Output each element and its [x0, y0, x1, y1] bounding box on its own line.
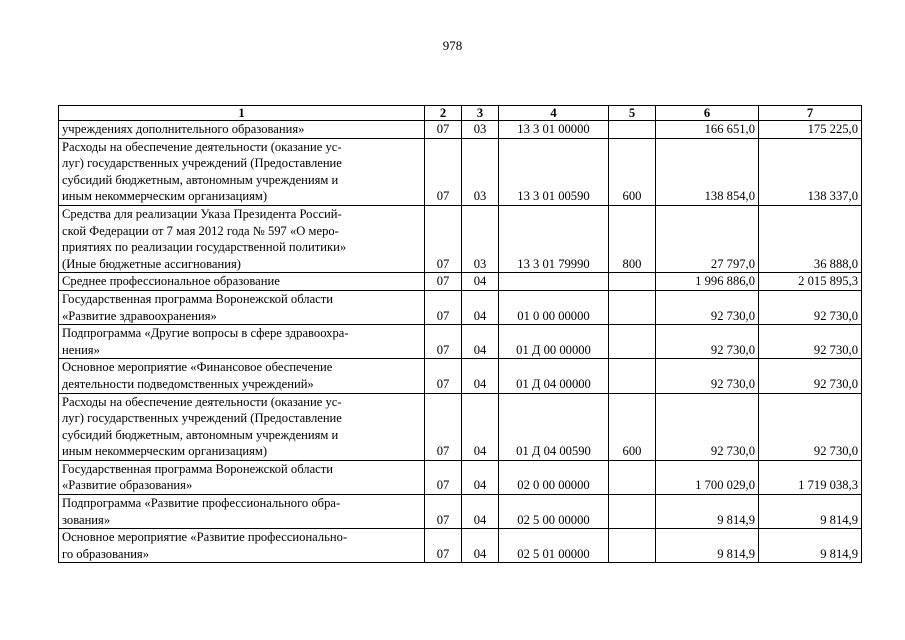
row-name: Среднее профессиональное образование [59, 273, 425, 291]
table-row [59, 495, 862, 529]
row-target-article: 13 3 01 00000 [499, 121, 609, 139]
row-amount-col7: 175 225,0 [759, 121, 862, 139]
row-target-article [499, 273, 609, 291]
row-amount-col7: 36 888,0 [759, 205, 862, 272]
row-subsection: 03 [462, 205, 499, 272]
row-expense-type: 800 [609, 205, 656, 272]
row-target-article: 13 3 01 79990 [499, 205, 609, 272]
row-name: Расходы на обеспечение деятельности (оказание ус- луг) государственных учреждений (Предоставление субсидий бюджетным, автономным учреждениям и иным некоммерческим организациям) [59, 138, 425, 205]
header-col-4: 4 [499, 106, 609, 121]
row-subsection: 04 [462, 460, 499, 494]
row-subsection: 04 [462, 359, 499, 393]
row-amount-col7: 138 337,0 [759, 138, 862, 205]
row-subsection: 04 [462, 529, 499, 563]
row-section: 07 [425, 393, 462, 460]
table-row [59, 325, 862, 359]
row-target-article: 01 Д 04 00590 [499, 393, 609, 460]
table-header [59, 106, 862, 121]
row-expense-type: 600 [609, 138, 656, 205]
row-amount-col6: 166 651,0 [656, 121, 759, 139]
table-row [59, 273, 862, 291]
row-amount-col7: 1 719 038,3 [759, 460, 862, 494]
header-col-7: 7 [759, 106, 862, 121]
row-subsection: 04 [462, 393, 499, 460]
table-row [59, 138, 862, 205]
header-col-6: 6 [656, 106, 759, 121]
table-row [59, 529, 862, 563]
row-subsection: 04 [462, 325, 499, 359]
row-target-article: 01 0 00 00000 [499, 290, 609, 324]
row-name: Подпрограмма «Развитие профессионального обра- зования» [59, 495, 425, 529]
header-col-3: 3 [462, 106, 499, 121]
row-amount-col7: 92 730,0 [759, 393, 862, 460]
row-name: учреждениях дополнительного образования» [59, 121, 425, 139]
row-subsection: 03 [462, 138, 499, 205]
table-row [59, 121, 862, 139]
row-amount-col6: 92 730,0 [656, 393, 759, 460]
row-name: Подпрограмма «Другие вопросы в сфере здравоохра- нения» [59, 325, 425, 359]
table-row [59, 290, 862, 324]
table-row [59, 205, 862, 272]
table-row [59, 460, 862, 494]
row-amount-col6: 92 730,0 [656, 290, 759, 324]
row-section: 07 [425, 495, 462, 529]
row-amount-col6: 92 730,0 [656, 325, 759, 359]
row-amount-col6: 1 996 886,0 [656, 273, 759, 291]
row-subsection: 04 [462, 290, 499, 324]
row-section: 07 [425, 138, 462, 205]
table-row [59, 359, 862, 393]
row-section: 07 [425, 359, 462, 393]
row-target-article: 01 Д 04 00000 [499, 359, 609, 393]
page-number: 978 [442, 38, 463, 53]
row-amount-col6: 27 797,0 [656, 205, 759, 272]
row-expense-type [609, 273, 656, 291]
row-amount-col6: 1 700 029,0 [656, 460, 759, 494]
row-section: 07 [425, 205, 462, 272]
row-amount-col6: 138 854,0 [656, 138, 759, 205]
row-section: 07 [425, 290, 462, 324]
row-target-article: 02 0 00 00000 [499, 460, 609, 494]
row-amount-col6: 9 814,9 [656, 529, 759, 563]
row-amount-col7: 92 730,0 [759, 325, 862, 359]
row-expense-type [609, 121, 656, 139]
row-subsection: 03 [462, 121, 499, 139]
row-target-article: 02 5 01 00000 [499, 529, 609, 563]
row-name: Государственная программа Воронежской области «Развитие образования» [59, 460, 425, 494]
row-name: Государственная программа Воронежской области «Развитие здравоохранения» [59, 290, 425, 324]
row-name: Средства для реализации Указа Президента Россий- ской Федерации от 7 мая 2012 года № 597 «О меро- приятиях по реализации государственной политики» (Иные бюджетные ассигнования) [59, 205, 425, 272]
row-target-article: 02 5 00 00000 [499, 495, 609, 529]
row-amount-col7: 92 730,0 [759, 290, 862, 324]
row-section: 07 [425, 460, 462, 494]
row-subsection: 04 [462, 495, 499, 529]
row-expense-type [609, 460, 656, 494]
row-expense-type [609, 359, 656, 393]
row-section: 07 [425, 121, 462, 139]
budget-table [58, 105, 862, 563]
row-amount-col6: 92 730,0 [656, 359, 759, 393]
row-expense-type [609, 325, 656, 359]
row-name: Основное мероприятие «Финансовое обеспечение деятельности подведомственных учреждений» [59, 359, 425, 393]
row-target-article: 01 Д 00 00000 [499, 325, 609, 359]
row-amount-col7: 9 814,9 [759, 529, 862, 563]
row-subsection: 04 [462, 273, 499, 291]
row-section: 07 [425, 529, 462, 563]
header-col-1: 1 [59, 106, 425, 121]
row-amount-col7: 9 814,9 [759, 495, 862, 529]
table-body [59, 121, 862, 563]
row-expense-type: 600 [609, 393, 656, 460]
row-amount-col6: 9 814,9 [656, 495, 759, 529]
row-name: Расходы на обеспечение деятельности (оказание ус- луг) государственных учреждений (Предоставление субсидий бюджетным, автономным учреждениям и иным некоммерческим организациям) [59, 393, 425, 460]
row-target-article: 13 3 01 00590 [499, 138, 609, 205]
row-expense-type [609, 529, 656, 563]
table-row [59, 393, 862, 460]
row-expense-type [609, 290, 656, 324]
row-section: 07 [425, 273, 462, 291]
header-col-5: 5 [609, 106, 656, 121]
header-row [59, 106, 862, 121]
row-amount-col7: 92 730,0 [759, 359, 862, 393]
row-section: 07 [425, 325, 462, 359]
row-amount-col7: 2 015 895,3 [759, 273, 862, 291]
row-expense-type [609, 495, 656, 529]
header-col-2: 2 [425, 106, 462, 121]
row-name: Основное мероприятие «Развитие профессионально- го образования» [59, 529, 425, 563]
